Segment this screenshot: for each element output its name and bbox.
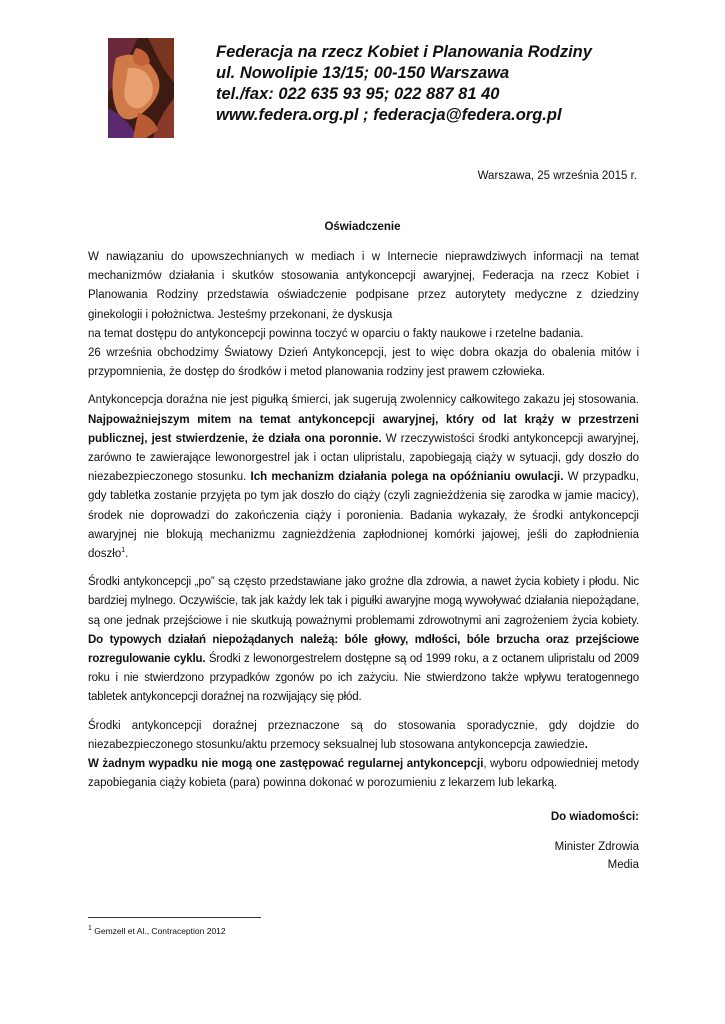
paragraph-myth-text-1: Antykoncepcja doraźna nie jest pigułką śmierci, jak sugerują zwolennicy całkowitego zakazu jej stosowania.	[88, 394, 639, 407]
recipient-item: Minister Zdrowia	[554, 841, 639, 853]
paragraph-myth-bold-2: Ich mechanizm działania polega na opóźnianiu owulacji.	[250, 471, 564, 484]
paragraph-intro	[88, 248, 639, 382]
recipient-item: Media	[607, 859, 639, 871]
footnote-text: Gemzell et Al., Contraception 2012	[91, 926, 226, 936]
paragraph-usage-bold-0: .	[584, 738, 588, 751]
paragraph-myth-bold-1: Najpoważniejszym mitem na temat antykoncepcji awaryjnej, który od lat krąży w przestrzeni publicznej, jest stwierdzenie, że działa ona poronnie.	[88, 413, 639, 445]
paragraph-safety-text-1: Środki antykoncepcji „po” są często przedstawiane jako groźne dla zdrowia, a nawet życia kobiety i płodu. Nic bardziej mylnego. Oczywiście, tak jak każdy lek tak i pigułki awaryjne mogą wywoływać działania niepożądane, są one jednak przejściowe i nie skutkują poważnymi problemami zdrowotnymi ani zagrożeniem życia kobiety.	[88, 576, 639, 627]
paragraph-usage	[88, 717, 639, 794]
footnote-reference[interactable]: 1	[121, 547, 126, 555]
letterhead-address: ul. Nowolipie 13/15; 00-150 Warszawa	[216, 64, 510, 82]
paragraph-safety	[88, 573, 639, 707]
letterhead-phone-fax: tel./fax: 022 635 93 95; 022 887 81 40	[216, 85, 500, 103]
document-title: Oświadczenie	[324, 221, 401, 233]
footnote-divider	[88, 917, 261, 918]
paragraph-intro-text-b: na temat dostępu do antykoncepcji powinna toczyć w oparciu o fakty naukowe i rzetelne badania.	[88, 327, 584, 340]
letterhead	[216, 42, 706, 126]
letterhead-web-email: www.federa.org.pl ; federacja@federa.org.pl	[216, 106, 562, 124]
paragraph-myth-text-4: .	[125, 548, 129, 561]
paragraph-usage-text-1: Środki antykoncepcji doraźnej przeznaczone są do stosowania sporadycznie, gdy dojdzie do niezabezpieczonego stosunku/aktu przemocy seksualnej lub stosowana antykoncepcja zawiedzie	[88, 719, 639, 751]
footnote-number: 1	[88, 925, 92, 933]
paragraph-safety-bold-1: Do typowych działań niepożądanych należą: bóle głowy, mdłości, bóle brzucha oraz przejściowe rozregulowanie cyklu.	[88, 633, 639, 666]
paragraph-usage-bold-1: W żadnym wypadku nie mogą one zastępować regularnej antykoncepcji	[88, 758, 484, 771]
letterhead-organization: Federacja na rzecz Kobiet i Planowania Rodziny	[216, 43, 592, 61]
paragraph-myth-text-2: W rzeczywistości środki antykoncepcji awaryjnej, zarówno te zawierające lewonorgestrel jak i octan ulipristalu, zapobiegają ciąży w sytuacji, gdy doszło do niezabezpieczonego stosunku.	[88, 432, 639, 484]
paragraph-myth	[88, 391, 639, 564]
recipients-heading: Do wiadomości:	[550, 811, 639, 823]
footnote	[88, 926, 226, 936]
recipients-block	[551, 808, 639, 874]
paragraph-myth-text-3: W przypadku, gdy tabletka zostanie przyjęta po tym jak doszło do ciąży (czyli zagnieżdżenia się zarodka w jamie macicy), środek nie doprowadzi do zakończenia ciąży i poronienia. Badania wykazały, że środki antykoncepcji awaryjnej nie blokują mechanizmu zagnieżdżenia zapłodnionej komórki jajowej, jeśli do zapłodnienia doszło	[88, 471, 639, 561]
logo-artwork-icon	[108, 38, 174, 138]
paragraph-intro-text-a: W nawiązaniu do upowszechnianych w mediach i w Internecie nieprawdziwych informacji na temat mechanizmów działania i skutków stosowania antykoncepcji awaryjnej, Federacja na rzecz Kobiet i Planowania Rodziny przedstawia oświadczenie podpisane przez autorytety medyczne z dziedziny ginekologii i położnictwa. Jesteśmy przekonani, że dyskusja	[88, 251, 639, 321]
paragraph-intro-text-c: 26 września obchodzimy Światowy Dzień Antykoncepcji, jest to więc dobra okazja do obalenia mitów i przypomnienia, że dostęp do środków i metod planowania rodziny jest prawem człowieka.	[88, 347, 639, 379]
paragraph-safety-text-2: Środki z lewonorgestrelem dostępne są od 1999 roku, a z octanem ulipristalu od 2009 roku i nie stwierdzono przypadków zgonów po ich zażyciu. Nie stwierdzono także wpływu teratogennego tabletek antykoncepcji doraźnej na rozwijający się płód.	[88, 653, 639, 704]
federation-logo	[108, 38, 174, 138]
document-body	[88, 248, 639, 802]
letter-date: Warszawa, 25 września 2015 r.	[477, 170, 637, 182]
paragraph-usage-text-2: , wyboru odpowiedniej metody zapobiegania ciąży kobieta (para) powinna dokonać w porozumieniu z lekarzem lub lekarką.	[88, 758, 639, 790]
